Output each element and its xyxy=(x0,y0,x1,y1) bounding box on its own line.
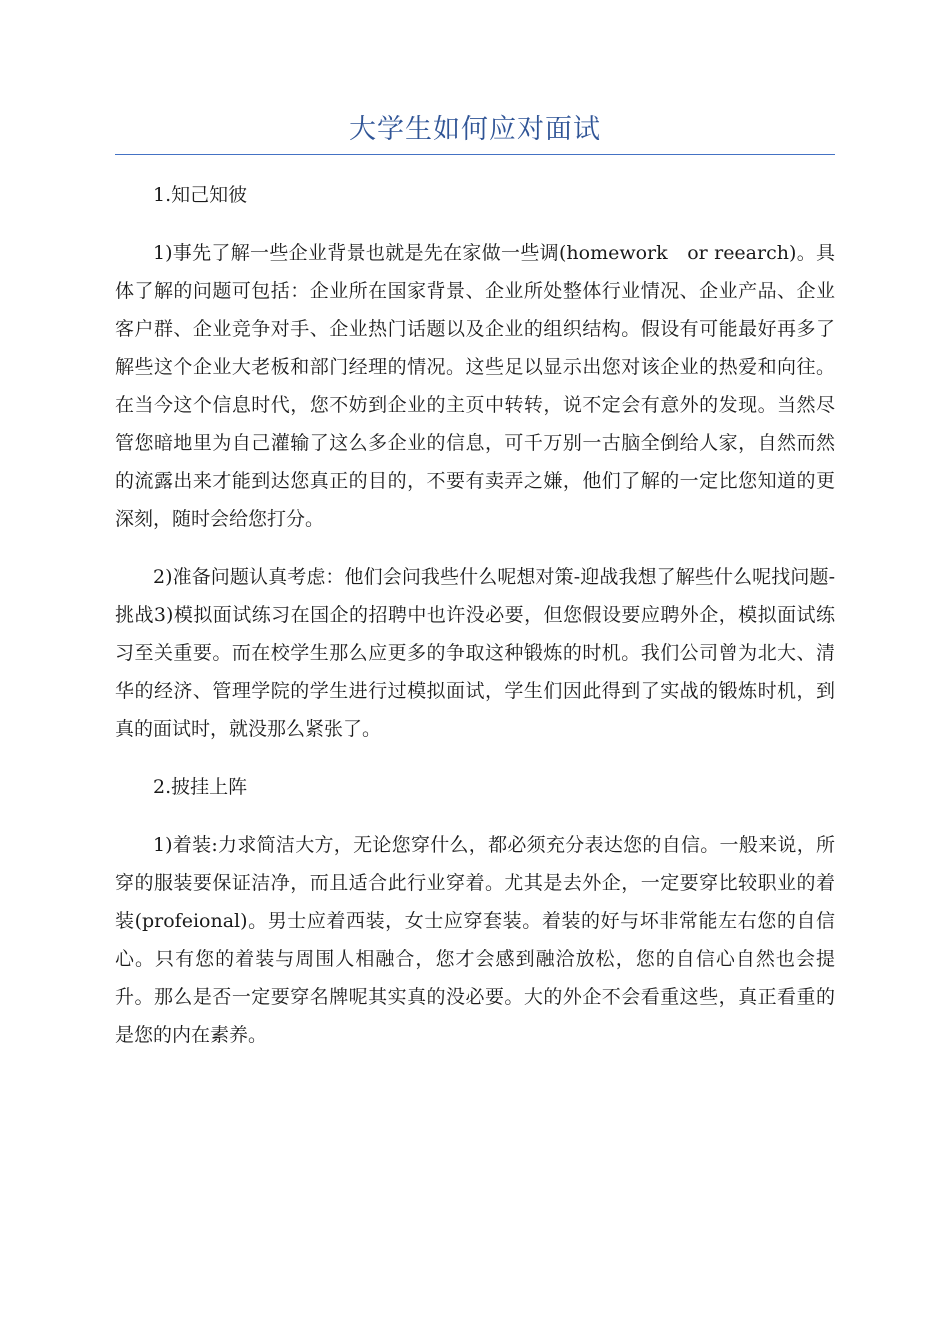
section-heading-1: 1.知己知彼 xyxy=(153,184,248,206)
paragraph: 1)事先了解一些企业背景也就是先在家做一些调(homework or reearch)。具体了解的问题可包括：企业所在国家背景、企业所处整体行业情况、企业产品、企业客户群、企业竞争对手、企业热门话题以及企业的组织结构。假设有可能最好再多了解些这个企业大老板和部门经理的情况。这些足以显示出您对该企业的热爱和向往。在当今这个信息时代，您不妨到企业的主页中转转，说不定会有意外的发现。当然尽管您暗地里为自己灌输了这么多企业的信息，可千万别一古脑全倒给人家，自然而然的流露出来才能到达您真正的目的，不要有卖弄之嫌，他们了解的一定比您知道的更深刻，随时会给您打分。 xyxy=(115,242,835,530)
paragraph: 2)准备问题认真考虑：他们会问我些什么呢想对策-迎战我想了解些什么呢找问题-挑战3)模拟面试练习在国企的招聘中也许没必要，但您假设要应聘外企，模拟面试练习至关重要。而在校学生那么应更多的争取这种锻炼的时机。我们公司曾为北大、清华的经济、管理学院的学生进行过模拟面试，学生们因此得到了实战的锻炼时机，到真的面试时，就没那么紧张了。 xyxy=(115,566,835,740)
paragraph: 1)着装:力求简洁大方，无论您穿什么，都必须充分表达您的自信。一般来说，所穿的服装要保证洁净，而且适合此行业穿着。尤其是去外企，一定要穿比较职业的着装(profeional)。男士应着西装，女士应穿套装。着装的好与坏非常能左右您的自信心。只有您的着装与周围人相融合，您才会感到融洽放松，您的自信心自然也会提升。那么是否一定要穿名牌呢其实真的没必要。大的外企不会看重这些，真正看重的是您的内在素养。 xyxy=(115,834,835,1046)
section-heading-2: 2.披挂上阵 xyxy=(153,776,248,798)
title-underline xyxy=(115,154,835,155)
document-body xyxy=(115,176,835,1074)
document-title: 大学生如何应对面试 xyxy=(349,114,601,145)
